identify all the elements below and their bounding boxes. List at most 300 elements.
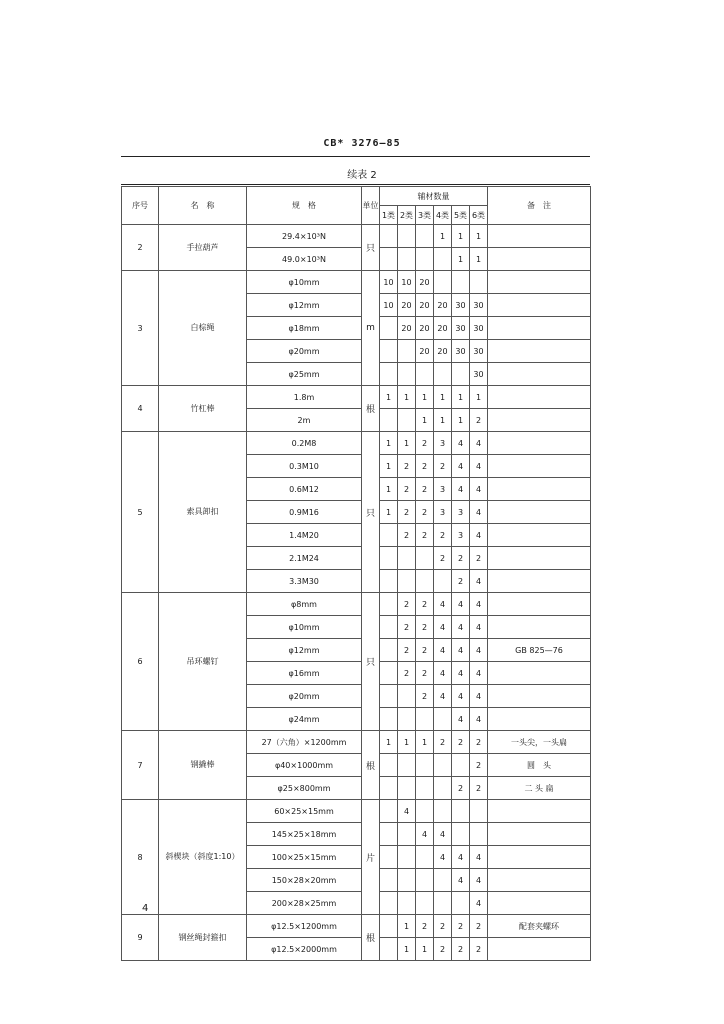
item-remark — [488, 340, 591, 363]
qty-class-5: 2 — [452, 915, 470, 938]
table-row — [122, 225, 591, 248]
qty-class-1: 10 — [380, 294, 398, 317]
qty-class-2 — [398, 777, 416, 800]
item-remark — [488, 938, 591, 961]
qty-class-1 — [380, 340, 398, 363]
item-unit: 只 — [362, 593, 380, 731]
table-row — [122, 271, 591, 294]
item-remark: GB 825—76 — [488, 639, 591, 662]
item-name: 白棕绳 — [159, 271, 247, 386]
qty-class-6: 30 — [470, 317, 488, 340]
item-remark — [488, 225, 591, 248]
class-1-header: 1类 — [380, 206, 398, 225]
qty-class-2: 1 — [398, 915, 416, 938]
class-2-header: 2类 — [398, 206, 416, 225]
qty-class-4 — [434, 363, 452, 386]
item-unit: 根 — [362, 915, 380, 961]
col-qty-group-header: 辅材数量 — [380, 187, 488, 206]
item-spec: φ25×800mm — [247, 777, 362, 800]
qty-class-1 — [380, 938, 398, 961]
item-spec: 145×25×18mm — [247, 823, 362, 846]
item-name: 钢撬棒 — [159, 731, 247, 800]
qty-class-4: 20 — [434, 340, 452, 363]
qty-class-3 — [416, 869, 434, 892]
qty-class-5: 4 — [452, 662, 470, 685]
item-spec: φ12mm — [247, 639, 362, 662]
qty-class-2: 1 — [398, 938, 416, 961]
class-5-header: 5类 — [452, 206, 470, 225]
item-remark: 一头尖，一头扁 — [488, 731, 591, 754]
qty-class-5: 2 — [452, 570, 470, 593]
qty-class-4 — [434, 754, 452, 777]
qty-class-2: 20 — [398, 317, 416, 340]
qty-class-6: 2 — [470, 938, 488, 961]
qty-class-4: 4 — [434, 662, 452, 685]
qty-class-4: 2 — [434, 938, 452, 961]
qty-class-6: 30 — [470, 363, 488, 386]
qty-class-6 — [470, 271, 488, 294]
qty-class-6: 2 — [470, 409, 488, 432]
item-remark — [488, 570, 591, 593]
qty-class-3: 2 — [416, 685, 434, 708]
item-remark — [488, 432, 591, 455]
qty-class-5: 1 — [452, 225, 470, 248]
qty-class-2: 1 — [398, 386, 416, 409]
item-seq: 7 — [122, 731, 159, 800]
qty-class-5: 2 — [452, 547, 470, 570]
qty-class-3: 2 — [416, 915, 434, 938]
qty-class-3: 2 — [416, 616, 434, 639]
qty-class-2: 2 — [398, 593, 416, 616]
qty-class-1 — [380, 363, 398, 386]
qty-class-6: 4 — [470, 455, 488, 478]
qty-class-3 — [416, 800, 434, 823]
item-remark — [488, 478, 591, 501]
qty-class-1: 1 — [380, 386, 398, 409]
page-header: CB* 3276—85 — [323, 138, 401, 149]
qty-class-2 — [398, 363, 416, 386]
qty-class-1 — [380, 662, 398, 685]
table-row — [122, 593, 591, 616]
item-seq: 2 — [122, 225, 159, 271]
table-row — [122, 915, 591, 938]
qty-class-1 — [380, 616, 398, 639]
qty-class-3 — [416, 225, 434, 248]
qty-class-1 — [380, 708, 398, 731]
qty-class-1 — [380, 754, 398, 777]
qty-class-3 — [416, 363, 434, 386]
qty-class-2: 20 — [398, 294, 416, 317]
qty-class-5 — [452, 754, 470, 777]
item-unit: 根 — [362, 386, 380, 432]
item-name: 吊环螺钉 — [159, 593, 247, 731]
item-remark — [488, 593, 591, 616]
item-spec: 3.3M30 — [247, 570, 362, 593]
qty-class-1 — [380, 800, 398, 823]
item-remark: 二 头 扁 — [488, 777, 591, 800]
qty-class-3: 2 — [416, 455, 434, 478]
qty-class-6: 2 — [470, 547, 488, 570]
qty-class-6: 4 — [470, 570, 488, 593]
item-spec: φ10mm — [247, 271, 362, 294]
qty-class-4: 2 — [434, 524, 452, 547]
qty-class-1 — [380, 524, 398, 547]
qty-class-5 — [452, 271, 470, 294]
qty-class-4: 2 — [434, 731, 452, 754]
qty-class-1 — [380, 892, 398, 915]
qty-class-5: 4 — [452, 685, 470, 708]
qty-class-3: 1 — [416, 409, 434, 432]
qty-class-2 — [398, 409, 416, 432]
item-spec: 0.9M16 — [247, 501, 362, 524]
col-name-header: 名 称 — [159, 187, 247, 225]
qty-class-2: 10 — [398, 271, 416, 294]
item-spec: φ24mm — [247, 708, 362, 731]
qty-class-5: 4 — [452, 708, 470, 731]
qty-class-4 — [434, 869, 452, 892]
qty-class-1: 1 — [380, 478, 398, 501]
item-name: 钢丝绳封箍扣 — [159, 915, 247, 961]
item-spec: φ20mm — [247, 340, 362, 363]
qty-class-5: 4 — [452, 478, 470, 501]
qty-class-4 — [434, 271, 452, 294]
qty-class-4: 4 — [434, 823, 452, 846]
item-spec: 0.3M10 — [247, 455, 362, 478]
qty-class-4: 2 — [434, 455, 452, 478]
qty-class-2 — [398, 547, 416, 570]
qty-class-5: 2 — [452, 777, 470, 800]
qty-class-1 — [380, 777, 398, 800]
table-body — [122, 225, 591, 961]
item-remark — [488, 271, 591, 294]
item-spec: φ25mm — [247, 363, 362, 386]
item-remark — [488, 846, 591, 869]
qty-class-4 — [434, 708, 452, 731]
qty-class-5 — [452, 823, 470, 846]
qty-class-4: 1 — [434, 225, 452, 248]
item-spec: 0.2M8 — [247, 432, 362, 455]
item-remark — [488, 501, 591, 524]
item-remark — [488, 892, 591, 915]
item-spec: φ12.5×2000mm — [247, 938, 362, 961]
qty-class-3: 2 — [416, 432, 434, 455]
qty-class-3 — [416, 547, 434, 570]
continuation-title: 续表 2 — [347, 170, 377, 181]
col-remark-header: 备 注 — [488, 187, 591, 225]
item-seq: 8 — [122, 800, 159, 915]
qty-class-1: 1 — [380, 731, 398, 754]
qty-class-5 — [452, 800, 470, 823]
item-spec: 49.0×10³N — [247, 248, 362, 271]
item-unit: 只 — [362, 225, 380, 271]
item-name: 斜楔块（斜度1:10） — [159, 800, 247, 915]
qty-class-2 — [398, 340, 416, 363]
qty-class-1 — [380, 593, 398, 616]
qty-class-3: 2 — [416, 524, 434, 547]
qty-class-5: 2 — [452, 731, 470, 754]
item-spec: φ8mm — [247, 593, 362, 616]
qty-class-3: 20 — [416, 271, 434, 294]
item-seq: 5 — [122, 432, 159, 593]
qty-class-6: 4 — [470, 869, 488, 892]
qty-class-1: 1 — [380, 455, 398, 478]
qty-class-6: 4 — [470, 616, 488, 639]
item-seq: 4 — [122, 386, 159, 432]
qty-class-4: 4 — [434, 616, 452, 639]
qty-class-6: 4 — [470, 846, 488, 869]
qty-class-4: 4 — [434, 846, 452, 869]
qty-class-5: 30 — [452, 317, 470, 340]
qty-class-1 — [380, 823, 398, 846]
qty-class-3 — [416, 248, 434, 271]
item-spec: 29.4×10³N — [247, 225, 362, 248]
item-seq: 3 — [122, 271, 159, 386]
qty-class-4: 2 — [434, 547, 452, 570]
qty-class-4: 4 — [434, 685, 452, 708]
table-row — [122, 432, 591, 455]
item-remark — [488, 708, 591, 731]
class-6-header: 6类 — [470, 206, 488, 225]
qty-class-4 — [434, 892, 452, 915]
qty-class-2: 1 — [398, 731, 416, 754]
item-spec: 0.6M12 — [247, 478, 362, 501]
qty-class-3 — [416, 754, 434, 777]
qty-class-1 — [380, 248, 398, 271]
table-row — [122, 800, 591, 823]
qty-class-6: 4 — [470, 662, 488, 685]
qty-class-3 — [416, 708, 434, 731]
qty-class-6: 4 — [470, 685, 488, 708]
qty-class-1: 10 — [380, 271, 398, 294]
item-name: 竹杠棒 — [159, 386, 247, 432]
qty-class-5: 4 — [452, 639, 470, 662]
qty-class-6: 30 — [470, 340, 488, 363]
qty-class-1 — [380, 547, 398, 570]
qty-class-2 — [398, 823, 416, 846]
qty-class-1: 1 — [380, 501, 398, 524]
materials-table — [121, 186, 591, 961]
qty-class-2 — [398, 846, 416, 869]
item-remark: 配套夹螺环 — [488, 915, 591, 938]
item-remark — [488, 524, 591, 547]
qty-class-2: 1 — [398, 432, 416, 455]
item-unit: 片 — [362, 800, 380, 915]
table-top-rule — [121, 184, 590, 185]
qty-class-2 — [398, 708, 416, 731]
qty-class-5: 1 — [452, 386, 470, 409]
qty-class-5: 1 — [452, 409, 470, 432]
col-seq-header: 序号 — [122, 187, 159, 225]
qty-class-3 — [416, 892, 434, 915]
qty-class-1 — [380, 570, 398, 593]
qty-class-4: 20 — [434, 294, 452, 317]
class-3-header: 3类 — [416, 206, 434, 225]
qty-class-4: 3 — [434, 478, 452, 501]
item-name: 索具卸扣 — [159, 432, 247, 593]
item-remark — [488, 823, 591, 846]
qty-class-2: 2 — [398, 501, 416, 524]
item-spec: φ40×1000mm — [247, 754, 362, 777]
qty-class-3: 1 — [416, 731, 434, 754]
item-spec: φ10mm — [247, 616, 362, 639]
item-spec: 2.1M24 — [247, 547, 362, 570]
qty-class-6: 1 — [470, 225, 488, 248]
qty-class-6: 2 — [470, 754, 488, 777]
qty-class-5: 1 — [452, 248, 470, 271]
header-rule — [121, 156, 590, 157]
qty-class-1 — [380, 225, 398, 248]
item-remark — [488, 455, 591, 478]
qty-class-5: 4 — [452, 455, 470, 478]
item-spec: 2m — [247, 409, 362, 432]
qty-class-5: 3 — [452, 501, 470, 524]
qty-class-3: 20 — [416, 317, 434, 340]
qty-class-4: 1 — [434, 409, 452, 432]
qty-class-5: 4 — [452, 616, 470, 639]
qty-class-4: 4 — [434, 593, 452, 616]
qty-class-3 — [416, 570, 434, 593]
qty-class-5: 30 — [452, 294, 470, 317]
qty-class-3: 1 — [416, 386, 434, 409]
qty-class-1 — [380, 915, 398, 938]
page-number: 4 — [142, 903, 149, 914]
qty-class-5: 2 — [452, 938, 470, 961]
qty-class-2 — [398, 248, 416, 271]
item-remark — [488, 869, 591, 892]
qty-class-2: 2 — [398, 662, 416, 685]
qty-class-5: 4 — [452, 593, 470, 616]
qty-class-5: 3 — [452, 524, 470, 547]
qty-class-6: 4 — [470, 524, 488, 547]
item-name: 手拉葫芦 — [159, 225, 247, 271]
qty-class-3: 2 — [416, 501, 434, 524]
item-spec: 200×28×25mm — [247, 892, 362, 915]
qty-class-3: 2 — [416, 478, 434, 501]
qty-class-6: 4 — [470, 639, 488, 662]
qty-class-6: 2 — [470, 777, 488, 800]
table-row — [122, 386, 591, 409]
item-remark — [488, 248, 591, 271]
qty-class-3: 20 — [416, 294, 434, 317]
qty-class-4 — [434, 248, 452, 271]
qty-class-1 — [380, 409, 398, 432]
qty-class-5 — [452, 892, 470, 915]
qty-class-6: 2 — [470, 915, 488, 938]
item-seq: 9 — [122, 915, 159, 961]
qty-class-6: 30 — [470, 294, 488, 317]
col-unit-header: 单位 — [362, 187, 380, 225]
qty-class-6: 4 — [470, 478, 488, 501]
item-remark — [488, 386, 591, 409]
table-row — [122, 731, 591, 754]
qty-class-4: 20 — [434, 317, 452, 340]
qty-class-4: 2 — [434, 915, 452, 938]
col-spec-header: 规 格 — [247, 187, 362, 225]
item-spec: 60×25×15mm — [247, 800, 362, 823]
qty-class-5 — [452, 363, 470, 386]
item-remark — [488, 547, 591, 570]
qty-class-1 — [380, 639, 398, 662]
qty-class-5: 4 — [452, 869, 470, 892]
qty-class-4 — [434, 777, 452, 800]
item-seq: 6 — [122, 593, 159, 731]
qty-class-5: 4 — [452, 846, 470, 869]
qty-class-6 — [470, 800, 488, 823]
qty-class-2 — [398, 225, 416, 248]
qty-class-2: 4 — [398, 800, 416, 823]
item-spec: 100×25×15mm — [247, 846, 362, 869]
qty-class-1 — [380, 685, 398, 708]
item-spec: φ12mm — [247, 294, 362, 317]
qty-class-1 — [380, 869, 398, 892]
qty-class-2 — [398, 892, 416, 915]
item-remark — [488, 662, 591, 685]
qty-class-2: 2 — [398, 524, 416, 547]
qty-class-1 — [380, 317, 398, 340]
item-unit: m — [362, 271, 380, 386]
item-spec: φ12.5×1200mm — [247, 915, 362, 938]
qty-class-2: 2 — [398, 616, 416, 639]
qty-class-4: 3 — [434, 432, 452, 455]
qty-class-4 — [434, 570, 452, 593]
item-remark — [488, 685, 591, 708]
qty-class-2 — [398, 754, 416, 777]
item-remark: 圆 头 — [488, 754, 591, 777]
qty-class-4 — [434, 800, 452, 823]
qty-class-6: 1 — [470, 386, 488, 409]
qty-class-1 — [380, 846, 398, 869]
qty-class-2 — [398, 570, 416, 593]
qty-class-3: 2 — [416, 662, 434, 685]
qty-class-6: 4 — [470, 432, 488, 455]
qty-class-3: 20 — [416, 340, 434, 363]
item-spec: 1.4M20 — [247, 524, 362, 547]
item-spec: 27（六角）×1200mm — [247, 731, 362, 754]
qty-class-5: 4 — [452, 432, 470, 455]
qty-class-6: 4 — [470, 593, 488, 616]
item-spec: 1.8m — [247, 386, 362, 409]
class-4-header: 4类 — [434, 206, 452, 225]
qty-class-2 — [398, 869, 416, 892]
qty-class-5: 30 — [452, 340, 470, 363]
qty-class-2 — [398, 685, 416, 708]
qty-class-3: 2 — [416, 639, 434, 662]
item-remark — [488, 409, 591, 432]
qty-class-6: 2 — [470, 731, 488, 754]
qty-class-4: 1 — [434, 386, 452, 409]
item-spec: 150×28×20mm — [247, 869, 362, 892]
qty-class-6: 1 — [470, 248, 488, 271]
qty-class-4: 4 — [434, 639, 452, 662]
qty-class-4: 3 — [434, 501, 452, 524]
qty-class-6: 4 — [470, 501, 488, 524]
item-spec: φ18mm — [247, 317, 362, 340]
qty-class-1: 1 — [380, 432, 398, 455]
qty-class-6: 4 — [470, 708, 488, 731]
qty-class-3 — [416, 846, 434, 869]
qty-class-6 — [470, 823, 488, 846]
qty-class-3: 2 — [416, 593, 434, 616]
item-remark — [488, 616, 591, 639]
item-unit: 根 — [362, 731, 380, 800]
item-spec: φ20mm — [247, 685, 362, 708]
qty-class-3: 1 — [416, 938, 434, 961]
qty-class-2: 2 — [398, 639, 416, 662]
item-remark — [488, 294, 591, 317]
item-remark — [488, 363, 591, 386]
qty-class-2: 2 — [398, 478, 416, 501]
item-remark — [488, 800, 591, 823]
